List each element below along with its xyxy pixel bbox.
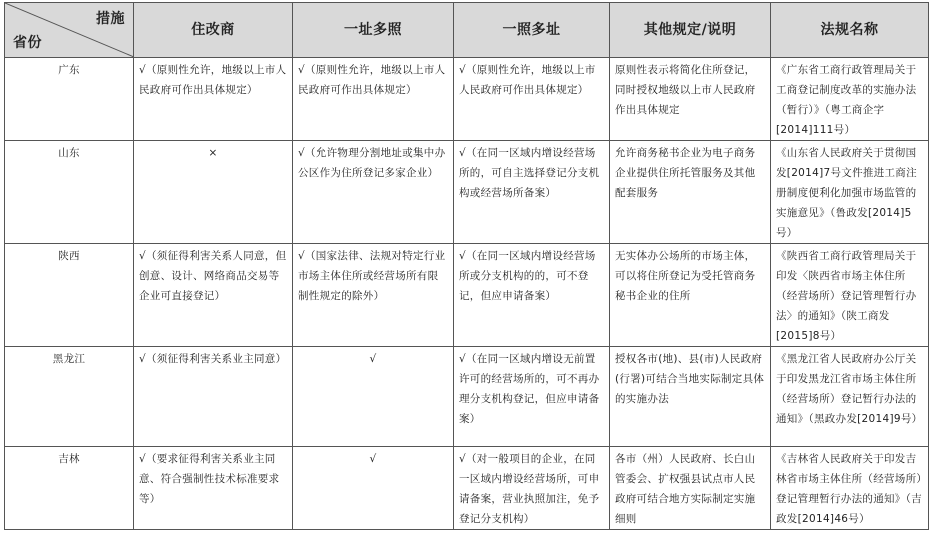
other-cell: 允许商务秘书企业为电子商务企业提供住所托管服务及其他配套服务 [610, 141, 771, 244]
yizhaoduozhi-cell: √（在同一区域内增设经营场所的，可自主选择登记分支机构或经营场所备案） [454, 141, 610, 244]
table-row [5, 347, 929, 447]
law-cell: 《广东省工商行政管理局关于工商登记制度改革的实施办法（暂行）》（粤工商企字[2014]111号） [771, 58, 929, 141]
col-header-yizhiduozhao: 一址多照 [293, 3, 454, 58]
yizhaoduozhi-cell: √（对一般项目的企业，在同一区域内增设经营场所，可申请备案，营业执照加注，免予登记分支机构） [454, 447, 610, 530]
table-row [5, 141, 929, 244]
law-cell: 《吉林省人民政府关于印发吉林省市场主体住所（经营场所）登记管理暂行办法的通知》（吉政发[2014]46号） [771, 447, 929, 530]
zhugaishang-cell: √（须征得利害关系人同意，但创意、设计、网络商品交易等企业可直接登记） [134, 244, 293, 347]
yizhiduozhao-cell: √（国家法律、法规对特定行业市场主体住所或经营场所有限制性规定的除外） [293, 244, 454, 347]
other-cell: 授权各市(地)、县(市)人民政府(行署)可结合当地实际制定具体的实施办法 [610, 347, 771, 447]
law-cell: 《山东省人民政府关于贯彻国发[2014]7号文件推进工商注册制度便利化加强市场监管的实施意见》（鲁政发[2014]5号） [771, 141, 929, 244]
measures-label: 措施 [96, 11, 125, 27]
yizhiduozhao-cell: √（允许物理分割地址或集中办公区作为住所登记多家企业） [293, 141, 454, 244]
yizhiduozhao-cell: √（原则性允许，地级以上市人民政府可作出具体规定） [293, 58, 454, 141]
province-label: 省份 [13, 35, 42, 51]
law-cell: 《陕西省工商行政管理局关于印发〈陕西省市场主体住所（经营场所）登记管理暂行办法〉的通知》（陕工商发[2015]8号） [771, 244, 929, 347]
col-header-other: 其他规定/说明 [610, 3, 771, 58]
province-cell: 广东 [5, 58, 134, 141]
province-cell: 陕西 [5, 244, 134, 347]
yizhaoduozhi-cell: √（在同一区域内增设经营场所或分支机构的的，可不登记，但应申请备案） [454, 244, 610, 347]
yizhaoduozhi-cell: √（在同一区域内增设无前置许可的经营场所的，可不再办理分支机构登记，但应申请备案） [454, 347, 610, 447]
header-row [5, 3, 929, 58]
diagonal-header-cell [5, 3, 134, 58]
other-cell: 各市（州）人民政府、长白山管委会、扩权强县试点市人民政府可结合地方实际制定实施细则 [610, 447, 771, 530]
yizhiduozhao-cell: √ [293, 347, 454, 447]
zhugaishang-cell: √（须征得利害关系业主同意） [134, 347, 293, 447]
table-row [5, 244, 929, 347]
other-cell: 原则性表示将简化住所登记，同时授权地级以上市人民政府作出具体规定 [610, 58, 771, 141]
yizhiduozhao-cell: √ [293, 447, 454, 530]
province-cell: 黑龙江 [5, 347, 134, 447]
zhugaishang-cell: √（要求征得利害关系业主同意、符合强制性技术标准要求等） [134, 447, 293, 530]
table-row [5, 447, 929, 530]
col-header-law: 法规名称 [771, 3, 929, 58]
table-row [5, 58, 929, 141]
law-cell: 《黑龙江省人民政府办公厅关于印发黑龙江省市场主体住所（经营场所）登记暂行办法的通知》（黑政办发[2014]9号） [771, 347, 929, 447]
zhugaishang-cell: √（原则性允许，地级以上市人民政府可作出具体规定） [134, 58, 293, 141]
zhugaishang-cell: × [134, 141, 293, 244]
other-cell: 无实体办公场所的市场主体，可以将住所登记为受托管商务秘书企业的住所 [610, 244, 771, 347]
col-header-yizhaoduozhi: 一照多址 [454, 3, 610, 58]
col-header-zhugaishang: 住改商 [134, 3, 293, 58]
province-cell: 山东 [5, 141, 134, 244]
yizhaoduozhi-cell: √（原则性允许，地级以上市人民政府可作出具体规定） [454, 58, 610, 141]
province-cell: 吉林 [5, 447, 134, 530]
regulation-table [4, 2, 929, 530]
